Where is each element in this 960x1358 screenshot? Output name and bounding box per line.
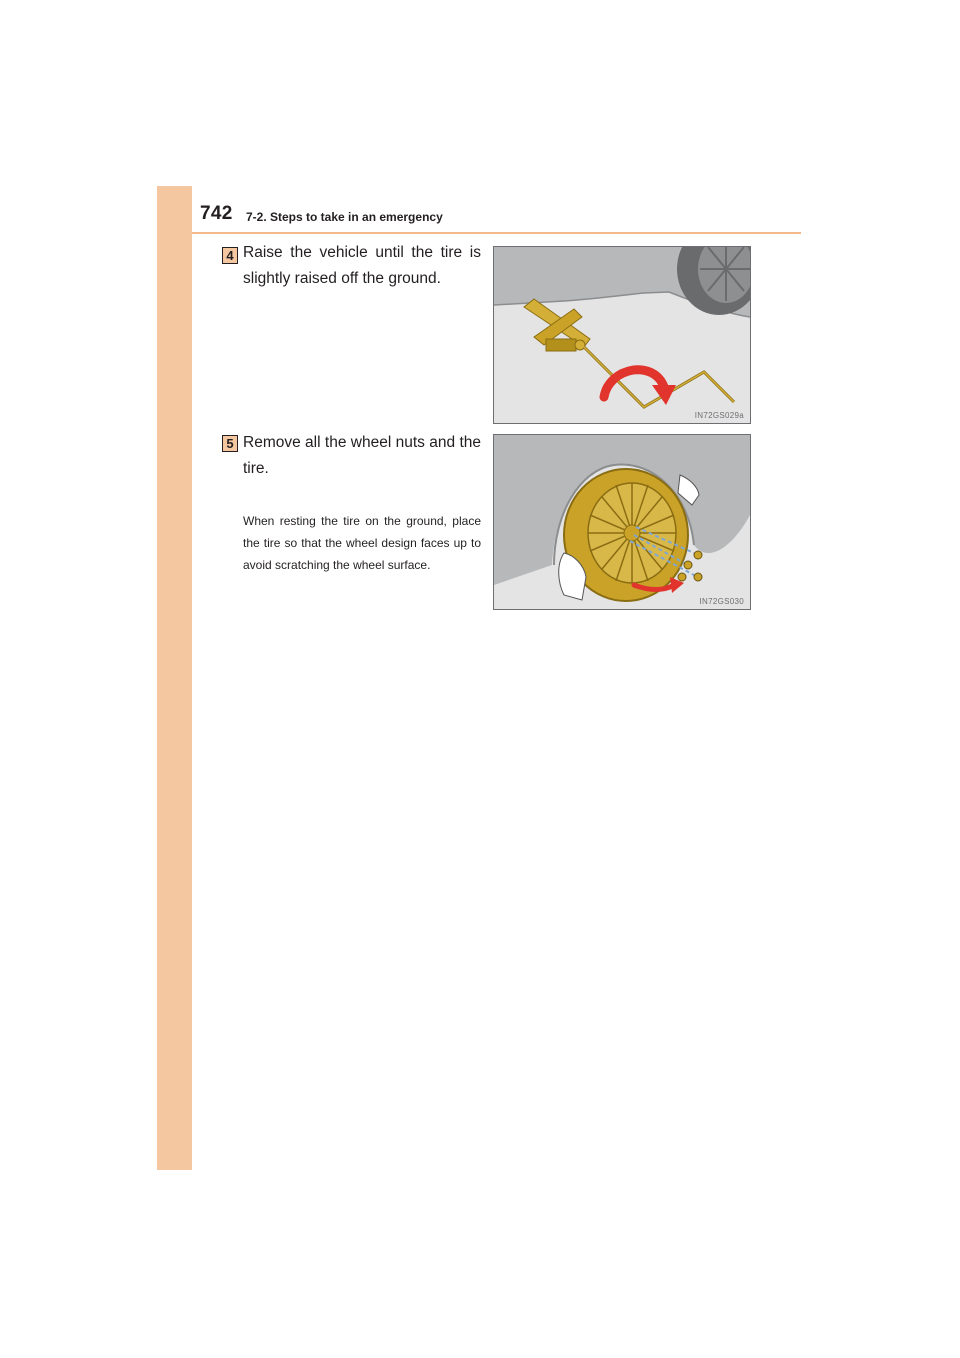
illustration-code: IN72GS030 (699, 597, 744, 606)
side-tab-band (157, 186, 192, 1170)
step-instruction: Raise the vehicle until the tire is slightly raised off the ground. (243, 244, 481, 287)
step-4-illustration (493, 246, 751, 424)
page-number: 742 (200, 203, 233, 224)
step-number-badge: 5 (222, 435, 238, 452)
step-instruction: Remove all the wheel nuts and the tire. (243, 434, 481, 477)
wheel-removal-icon (494, 435, 750, 609)
step-note: When resting the tire on the ground, place the tire so that the wheel design faces up to avoid scratching the wheel surface. (243, 514, 481, 572)
section-title: 7-2. Steps to take in an emergency (246, 210, 443, 224)
step-5-illustration (493, 434, 751, 610)
scissor-jack-raising-icon (494, 247, 750, 423)
header-rule (192, 232, 801, 234)
illustration-code: IN72GS029a (694, 411, 744, 420)
step-number-badge: 4 (222, 247, 238, 264)
